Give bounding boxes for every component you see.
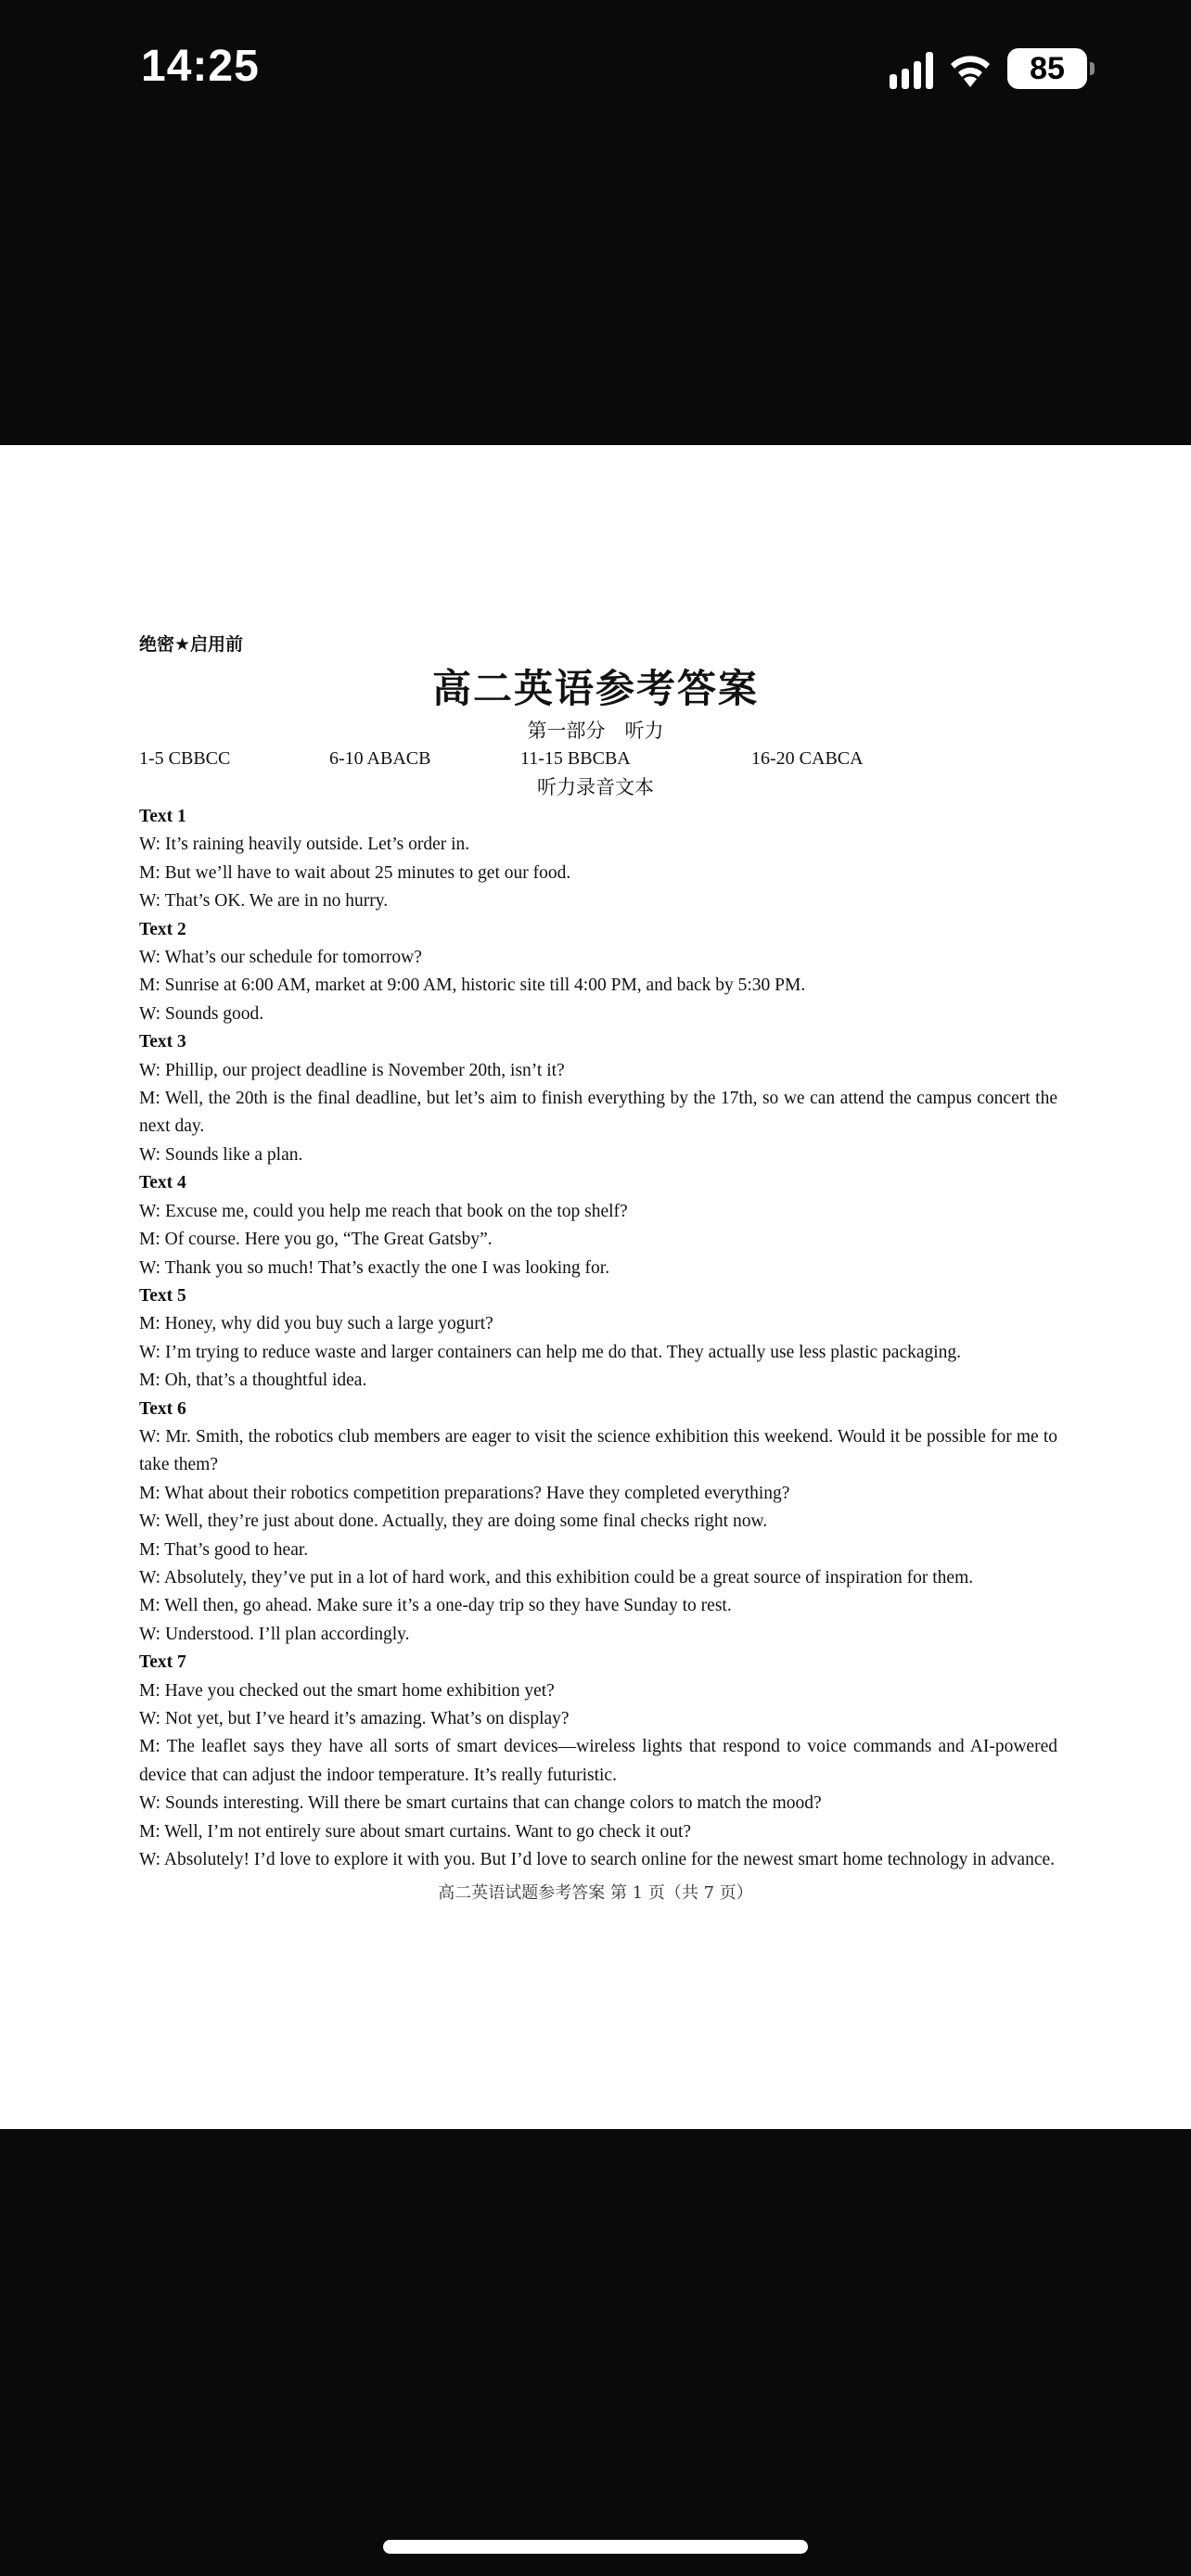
document-title: 高二英语参考答案 [431, 666, 759, 711]
battery-icon [1007, 48, 1087, 89]
dialogue-line: W: Absolutely! I’d love to explore it with you. But I’d love to search online for the newest smart home technology in advance. [139, 1850, 1056, 1870]
text-heading: Text 1 [139, 807, 186, 826]
dialogue-line: W: Phillip, our project deadline is November 20th, isn’t it? [139, 1060, 565, 1080]
dialogue-line: W: Sounds good. [139, 1003, 264, 1024]
wifi-icon [946, 48, 994, 89]
signal-icon [890, 48, 933, 89]
dialogue-line: M: That’s good to hear. [139, 1539, 309, 1560]
battery-level: 85 [1030, 50, 1065, 86]
dialogue-line: M: Well, I’m not entirely sure about smart curtains. Want to go check it out? [139, 1821, 692, 1842]
document-page [0, 445, 1191, 2129]
dialogue-line: W: Excuse me, could you help me reach that book on the top shelf? [139, 1201, 628, 1221]
dialogue-line: W: Sounds like a plan. [139, 1144, 303, 1165]
answer-group: 1-5 CBBCC [139, 748, 231, 769]
dialogue-line: M: What about their robotics competition preparations? Have they completed everything? [139, 1483, 790, 1503]
transcript-title: 听力录音文本 [537, 776, 654, 798]
dialogue-line: M: Honey, why did you buy such a large yogurt? [139, 1314, 493, 1334]
status-icons [890, 48, 1087, 89]
dialogue-line: W: Well, they’re just about done. Actually, they are doing some final checks right now. [139, 1511, 768, 1532]
dialogue-line: M: The leaflet says they have all sorts of smart devices—wireless lights that respond to voice commands and AI-powered device that can adjust the indoor temperature. It’s really futuristic. [139, 1737, 1057, 1785]
battery-tip [1090, 62, 1095, 75]
dialogue-line: W: Sounds interesting. Will there be smart curtains that can change colors to match the mood? [139, 1793, 822, 1814]
page-footer: 高二英语试题参考答案 第 1 页（共 7 页） [438, 1883, 753, 1903]
classification-label: 绝密★启用前 [139, 634, 244, 655]
text-heading: Text 4 [139, 1173, 186, 1193]
dialogue-line: W: I’m trying to reduce waste and larger containers can help me do that. They actually use less plastic packaging. [139, 1342, 962, 1362]
home-indicator[interactable] [383, 2540, 808, 2554]
dialogue-line: W: Absolutely, they’ve put in a lot of hard work, and this exhibition could be a great source of inspiration for them. [139, 1567, 974, 1588]
dialogue-line: W: Mr. Smith, the robotics club members are eager to visit the science exhibition this weekend. Would it be possible for me to take them? [139, 1426, 1057, 1475]
dialogue-line: W: Understood. I’ll plan accordingly. [139, 1624, 410, 1644]
text-heading: Text 7 [139, 1652, 186, 1673]
dialogue-line: M: But we’ll have to wait about 25 minutes to get our food. [139, 862, 571, 883]
dialogue-line: M: Oh, that’s a thoughtful idea. [139, 1371, 367, 1391]
dialogue-line: W: It’s raining heavily outside. Let’s order in. [139, 835, 470, 855]
section-title: 第一部分 听力 [527, 720, 664, 742]
text-heading: Text 5 [139, 1285, 186, 1306]
answer-group: 16-20 CABCA [751, 748, 864, 769]
dialogue-line: M: Have you checked out the smart home exhibition yet? [139, 1680, 555, 1701]
status-bar [0, 0, 1191, 139]
text-heading: Text 3 [139, 1032, 186, 1052]
dialogue-line: W: That’s OK. We are in no hurry. [139, 891, 389, 912]
dialogue-line: W: Thank you so much! That’s exactly the one I was looking for. [139, 1257, 610, 1278]
answer-group: 6-10 ABACB [329, 748, 431, 769]
dialogue-line: W: What’s our schedule for tomorrow? [139, 948, 422, 968]
answer-group: 11-15 BBCBA [520, 748, 631, 769]
dialogue-line: W: Not yet, but I’ve heard it’s amazing. What’s on display? [139, 1709, 570, 1728]
text-heading: Text 6 [139, 1398, 186, 1419]
dialogue-line: M: Of course. Here you go, “The Great Gatsby”. [139, 1230, 493, 1250]
text-heading: Text 2 [139, 919, 186, 939]
dialogue-line: M: Sunrise at 6:00 AM, market at 9:00 AM, historic site till 4:00 PM, and back by 5:30 PM. [139, 976, 806, 996]
transcript [139, 803, 1057, 1874]
dialogue-line: M: Well, the 20th is the final deadline, but let’s aim to finish everything by the 17th, so we can attend the campus concert the next day. [139, 1089, 1057, 1137]
dialogue-line: M: Well then, go ahead. Make sure it’s a one-day trip so they have Sunday to rest. [139, 1596, 732, 1616]
status-time: 14:25 [141, 42, 260, 91]
